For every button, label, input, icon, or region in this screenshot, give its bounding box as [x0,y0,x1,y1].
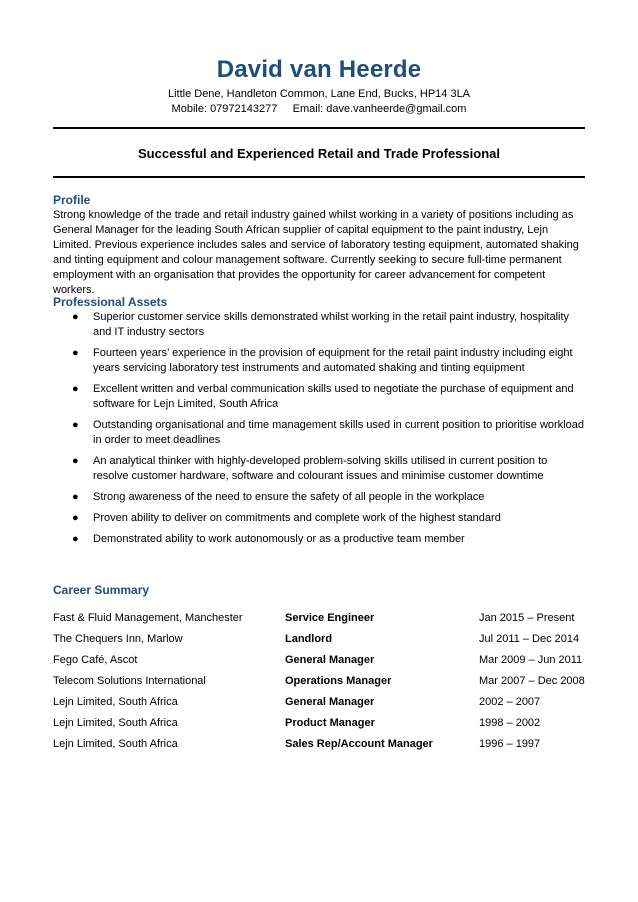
role-cell: General Manager [285,654,375,666]
role-cell: Landlord [285,633,333,645]
company-cell: Lejn Limited, South Africa [53,696,178,708]
email-address: Email: dave.vanheerde@gmail.com [292,103,467,115]
assets-heading: Professional Assets [53,295,168,309]
profile-heading: Profile [53,193,91,207]
table-row [53,738,593,759]
role-cell: Product Manager [285,717,375,729]
list-item: ● Excellent written and verbal communication skills used to negotiate the purchase of equipment and software for Lejn Limited, South Africa [72,383,574,410]
list-item: ● Outstanding organisational and time management skills used in current position to prioritise workload in order to meet deadlines [72,419,584,446]
bullet-icon: ● [72,383,79,395]
list-item: ● Proven ability to deliver on commitments and complete work of the highest standard [72,512,501,524]
bullet-icon: ● [72,533,79,545]
table-row [53,654,593,675]
company-cell: Telecom Solutions International [53,675,206,687]
company-cell: The Chequers Inn, Marlow [53,633,183,645]
career-table [53,612,593,759]
headline-divider [53,176,585,178]
dates-cell: 1998 – 2002 [479,717,541,729]
mobile-number: Mobile: 07972143277 [171,103,278,115]
role-cell: Sales Rep/Account Manager [285,738,433,750]
bullet-icon: ● [72,455,79,467]
role-cell: Operations Manager [285,675,392,687]
dates-cell: Mar 2007 – Dec 2008 [479,675,585,687]
dates-cell: Jul 2011 – Dec 2014 [479,633,580,645]
headline: Successful and Experienced Retail and Trade Professional [138,146,500,161]
role-cell: Service Engineer [285,612,375,624]
dates-cell: Mar 2009 – Jun 2011 [479,654,583,666]
list-item: ● Strong awareness of the need to ensure the safety of all people in the workplace [72,491,485,503]
dates-cell: 1996 – 1997 [479,738,541,750]
dates-cell: Jan 2015 – Present [479,612,575,624]
candidate-name: David van Heerde [216,56,422,83]
list-item: ● An analytical thinker with highly-developed problem-solving skills utilised in current position to resolve customer hardware, software and colourant issues and minimise customer downtime [72,455,548,482]
list-item: ● Demonstrated ability to work autonomously or as a productive team member [72,533,465,545]
role-cell: General Manager [285,696,375,708]
assets-list [53,310,585,553]
list-item: ● Superior customer service skills demonstrated whilst working in the retail paint industry, hospitality and IT industry sectors [72,311,570,338]
list-item: ● Fourteen years’ experience in the provision of equipment for the retail paint industry including eight years servicing laboratory test instruments and automated shaking and tinting equipment [72,347,573,374]
bullet-icon: ● [72,491,79,503]
company-cell: Lejn Limited, South Africa [53,738,178,750]
table-row [53,612,593,633]
bullet-icon: ● [72,311,79,323]
table-row [53,675,593,696]
company-cell: Fego Café, Ascot [53,654,138,666]
profile-text: Strong knowledge of the trade and retail industry gained whilst working in a variety of positions including as General Manager for the leading South African supplier of capital equipment to the paint industry, Lejn Limited. Previous experience includes sales and service of laboratory testing equipment, automated shaking and tinting equipment and colour management software. Currently seeking to secure full-time permanent employment with an organisation that provides the opportunity for career advancement for competent workers. [53,209,579,296]
contact-block [0,87,638,117]
dates-cell: 2002 – 2007 [479,696,541,708]
table-row [53,696,593,717]
table-row [53,717,593,738]
company-cell: Fast & Fluid Management, Manchester [53,612,243,624]
career-heading: Career Summary [53,583,150,597]
bullet-icon: ● [72,347,79,359]
contact-line [0,102,638,117]
table-row [53,633,593,654]
bullet-icon: ● [72,419,79,431]
address-line: Little Dene, Handleton Common, Lane End, Bucks, HP14 3LA [167,88,471,100]
company-cell: Lejn Limited, South Africa [53,717,178,729]
bullet-icon: ● [72,512,79,524]
top-divider [53,127,585,129]
